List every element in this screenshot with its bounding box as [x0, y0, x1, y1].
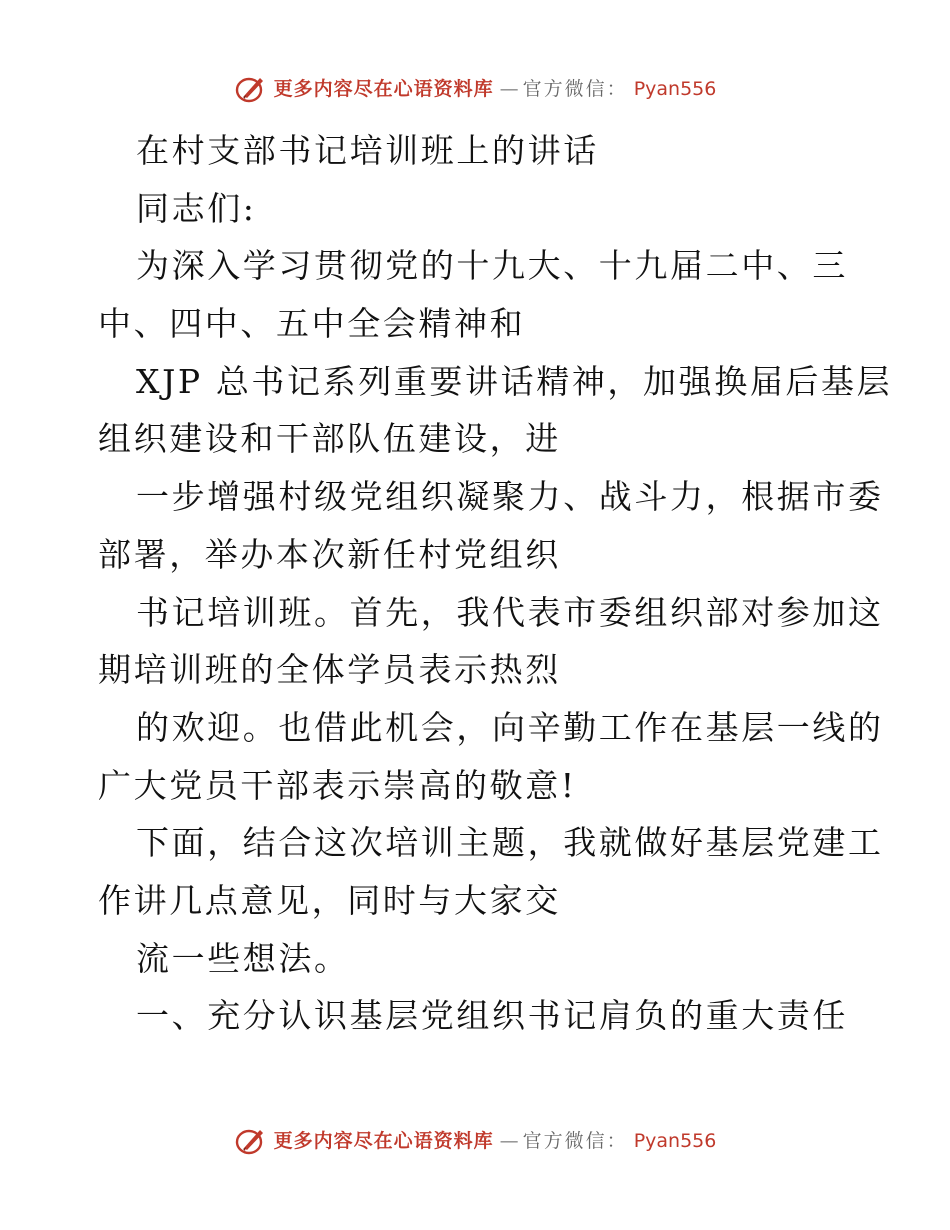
paragraph-line: 为深入学习贯彻党的十九大、十九届二中、三: [136, 246, 848, 286]
paragraph-line: 一步增强村级党组织凝聚力、战斗力，根据市委: [136, 477, 884, 517]
paragraph-line: 广大党员干部表示崇高的敬意!: [98, 765, 577, 805]
salutation: 同志们:: [136, 188, 257, 228]
paragraph-line: 部署，举办本次新任村党组织: [98, 534, 561, 574]
section-heading: 一、充分认识基层党组织书记肩负的重大责任: [136, 996, 848, 1036]
watermark-footer: [0, 1126, 950, 1156]
watermark-brand: 更多内容尽在心语资料库: [273, 1130, 494, 1152]
document-body: [98, 122, 893, 1045]
paragraph-line: 作讲几点意见，同时与大家交: [98, 880, 561, 920]
watermark-dash: —: [499, 1130, 517, 1152]
paragraph-line: 下面，结合这次培训主题，我就做好基层党建工: [136, 823, 884, 863]
watermark-dash: —: [499, 78, 517, 100]
watermark-wechat-id: Pyan556: [633, 78, 717, 100]
watermark-brand: 更多内容尽在心语资料库: [273, 78, 494, 100]
paragraph-line: 书记培训班。首先，我代表市委组织部对参加这: [136, 592, 884, 632]
paragraph-line: XJP 总书记系列重要讲话精神，加强换届后基层: [136, 361, 893, 401]
watermark-wechat-label: 官方微信：: [522, 1130, 628, 1152]
paragraph-line: 流一些想法。: [136, 938, 350, 978]
paragraph-line: 组织建设和干部队伍建设，进: [98, 419, 561, 459]
quill-logo-icon: [234, 1126, 268, 1156]
document-title: 在村支部书记培训班上的讲话: [136, 131, 599, 170]
watermark-wechat-label: 官方微信：: [522, 78, 628, 100]
paragraph-line: 的欢迎。也借此机会，向辛勤工作在基层一线的: [136, 707, 884, 747]
paragraph-line: 期培训班的全体学员表示热烈: [98, 650, 561, 690]
quill-logo-icon: [234, 74, 268, 104]
watermark-wechat-id: Pyan556: [633, 1130, 717, 1152]
watermark-header: [0, 74, 950, 104]
paragraph-line: 中、四中、五中全会精神和: [98, 304, 526, 344]
